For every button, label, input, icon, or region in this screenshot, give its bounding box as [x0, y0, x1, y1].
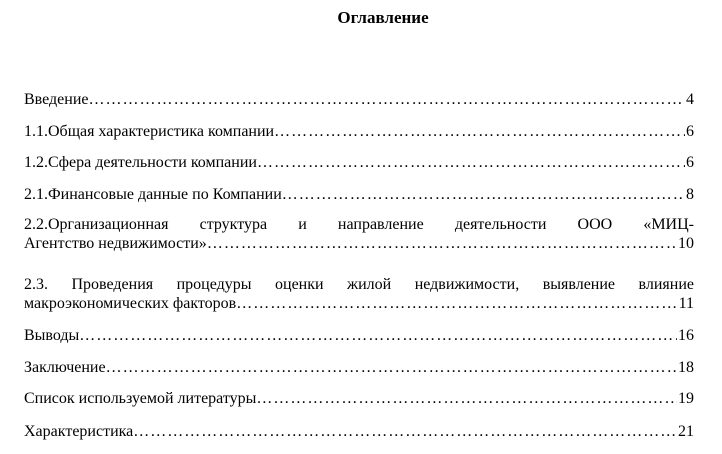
toc-entry-label: Список используемой литературы	[24, 390, 257, 407]
toc-title: Оглавление	[337, 8, 429, 27]
toc-entry-page: 21	[678, 423, 694, 440]
toc-entry-1-2	[24, 154, 694, 172]
toc-entry-2-3	[24, 276, 694, 313]
toc-entry-characteristic	[24, 423, 694, 441]
toc-entry-label: 1.1.Общая характеристика компании	[24, 123, 275, 140]
toc-entry-conclusions	[24, 327, 694, 345]
toc-entry-summary	[24, 359, 694, 377]
toc-entry-bibliography	[24, 390, 694, 408]
toc-entry-first-line: 2.3. Проведения процедуры оценки жилой недвижимости, выявление влияние	[24, 276, 694, 293]
toc-entry-label: макроэкономических факторов	[24, 295, 237, 312]
dot-leader	[89, 91, 686, 109]
toc-entry-page: 18	[678, 359, 694, 376]
dot-leader	[256, 390, 677, 408]
toc-entry-page: 11	[678, 295, 694, 312]
toc-entry-page: 6	[686, 123, 694, 140]
toc-entry-2-1	[24, 186, 694, 204]
toc-entry-page: 8	[686, 186, 694, 203]
toc-entry-page: 4	[686, 91, 694, 108]
dot-leader	[106, 359, 677, 377]
toc-entry-label: Характеристика	[24, 423, 134, 440]
toc-entry-page: 6	[686, 154, 694, 171]
toc-entry-label: Выводы	[24, 327, 80, 344]
toc-entry-introduction	[24, 91, 694, 109]
dot-leader	[236, 295, 677, 313]
toc-entry-label: Агентство недвижимости»	[24, 235, 207, 252]
dot-leader	[79, 327, 677, 345]
toc-entry-label: 1.2.Сфера деятельности компании	[24, 154, 257, 171]
toc-entry-page: 10	[678, 235, 694, 252]
toc-entry-page: 16	[678, 327, 694, 344]
dot-leader	[274, 123, 685, 141]
dot-leader	[282, 186, 685, 204]
toc-entry-page: 19	[678, 390, 694, 407]
toc-entry-2-2	[24, 216, 694, 253]
dot-leader	[207, 235, 677, 253]
dot-leader	[133, 423, 677, 441]
toc-entry-1-1	[24, 123, 694, 141]
toc-entry-label: Введение	[24, 91, 89, 108]
toc-entry-first-line: 2.2.Организационная структура и направление деятельности ООО «МИЦ-	[24, 216, 694, 233]
toc-entry-label: Заключение	[24, 359, 106, 376]
toc-entry-label: 2.1.Финансовые данные по Компании	[24, 186, 282, 203]
dot-leader	[257, 154, 685, 172]
